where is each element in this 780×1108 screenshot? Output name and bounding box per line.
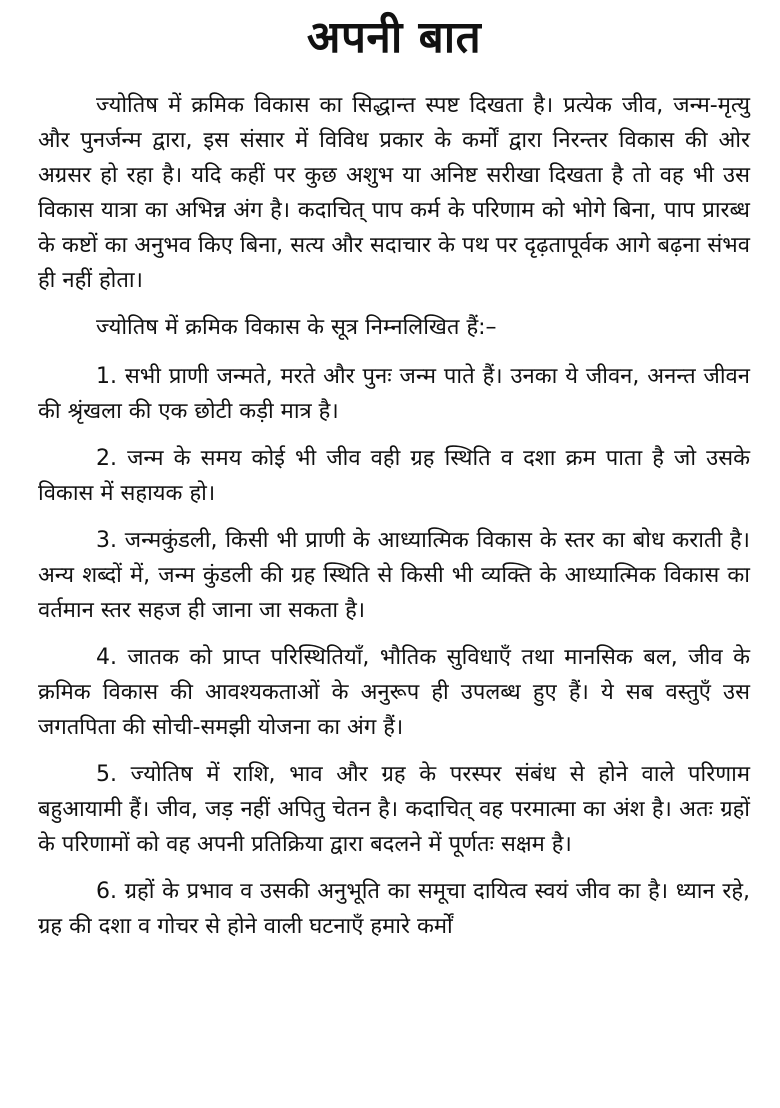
principles-intro: ज्योतिष में क्रमिक विकास के सूत्र निम्नलिखित हैं:– <box>96 315 497 340</box>
principle-3: 3. जन्मकुंडली, किसी भी प्राणी के आध्यात्मिक विकास के स्तर का बोध कराती है। अन्य शब्दों में, जन्म कुंडली की ग्रह स्थिति से किसी भी व्यक्ति के आध्यात्मिक विकास का वर्तमान स्तर सहज ही जाना जा सकता है। <box>38 528 750 623</box>
principle-6: 6. ग्रहों के प्रभाव व उसकी अनुभूति का समूचा दायित्व स्वयं जीव का है। ध्यान रहे, ग्रह की दशा व गोचर से होने वाली घटनाएँ हमारे कर्मों <box>38 879 750 939</box>
principle-4: 4. जातक को प्राप्त परिस्थितियाँ, भौतिक सुविधाएँ तथा मानसिक बल, जीव के क्रमिक विकास की आवश्यकताओं के अनुरूप ही उपलब्ध हुए हैं। ये सब वस्तुएँ उस जगतपिता की सोची-समझी योजना का अंग हैं। <box>38 645 750 740</box>
principle-2: 2. जन्म के समय कोई भी जीव वही ग्रह स्थिति व दशा क्रम पाता है जो उसके विकास में सहायक हो। <box>38 446 750 506</box>
principle-5: 5. ज्योतिष में राशि, भाव और ग्रह के परस्पर संबंध से होने वाले परिणाम बहुआयामी हैं। जीव, जड़ नहीं अपितु चेतन है। कदाचित् वह परमात्मा का अंश है। अतः ग्रहों के परिणामों को वह अपनी प्रतिक्रिया द्वारा बदलने में पूर्णतः सक्षम है। <box>38 762 750 857</box>
page-title: अपनी बात <box>306 12 482 63</box>
principle-1: 1. सभी प्राणी जन्मते, मरते और पुनः जन्म पाते हैं। उनका ये जीवन, अनन्त जीवन की श्रृंखला की एक छोटी कड़ी मात्र है। <box>38 364 750 424</box>
intro-paragraph: ज्योतिष में क्रमिक विकास का सिद्धान्त स्पष्ट दिखता है। प्रत्येक जीव, जन्म-मृत्यु और पुनर्जन्म द्वारा, इस संसार में विविध प्रकार के कर्मों द्वारा निरन्तर विकास की ओर अग्रसर हो रहा है। यदि कहीं पर कुछ अशुभ या अनिष्ट सरीखा दिखता है तो वह भी उस विकास यात्रा का अभिन्न अंग है। कदाचित् पाप कर्म के परिणाम को भोगे बिना, पाप प्रारब्ध के कष्टों का अनुभव किए बिना, सत्य और सदाचार के पथ पर दृढ़तापूर्वक आगे बढ़ना संभव ही नहीं होता। <box>38 93 750 293</box>
